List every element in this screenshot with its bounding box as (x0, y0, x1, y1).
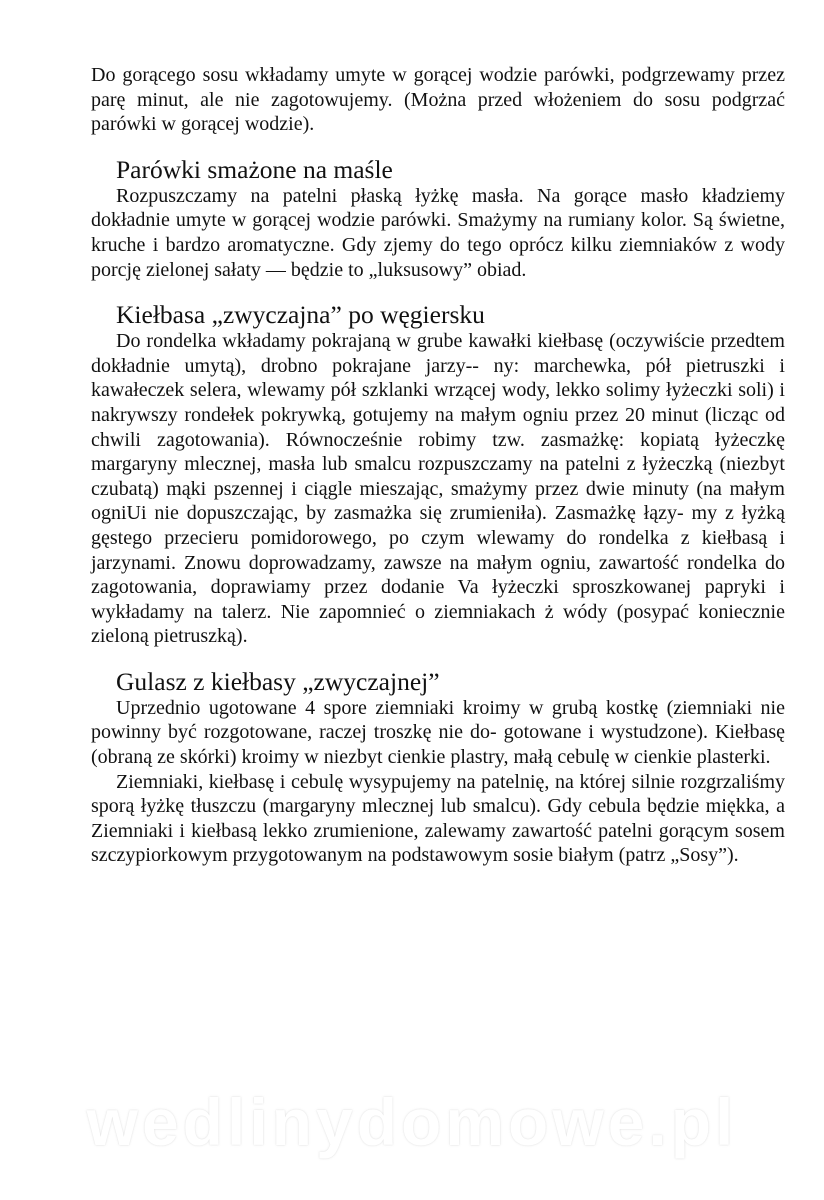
section-title: Parówki smażone na maśle (116, 154, 393, 184)
section-title: Gulasz z kiełbasy „zwyczajnej” (116, 666, 440, 696)
watermark: wedlinydomowe.pl (86, 1085, 738, 1159)
section-paragraph: Ziemniaki, kiełbasę i cebulę wysypujemy na patelnię, na której silnie rozgrzaliśmy sporą łyżkę tłuszczu (margaryny mlecznej lub smalcu). Gdy cebula będzie miękka, a Ziemniaki i kiełbasą lekko zrumienione, zalewamy zawartość patelni gorącym sosem szczypiorkowym przygotowanym na podstawowym sosie białym (patrz „Sosy”). (91, 770, 785, 867)
document-page (91, 63, 785, 868)
section-title: Kiełbasa „zwyczajna” po węgiersku (116, 300, 485, 330)
section-paragraph: Uprzednio ugotowane 4 spore ziemniaki kroimy w grubą kostkę (ziemniaki nie powinny być rozgotowane, raczej troszkę nie do- gotowane i wystudzone). Kiełbasę (obraną ze skórki) kroimy w niezbyt cienkie plastry, małą cebulę w cienkie plasterki. (91, 696, 785, 769)
section-kielbasa-po-wegiersku (91, 301, 785, 649)
section-gulasz-z-kielbasy (91, 668, 785, 868)
intro-paragraph: Do gorącego sosu wkładamy umyte w gorącej wodzie parówki, podgrzewamy przez parę minut, ale nie zagotowujemy. (Można przed włożeniem do sosu podgrzać parówki w gorącej wodzie). (91, 64, 785, 136)
section-parowki-smazone (91, 156, 785, 282)
section-paragraph: Do rondelka wkładamy pokrajaną w grube kawałki kiełbasę (oczywiście przedtem dokładnie umytą), drobno pokrajane jarzy-- ny: marchewka, pół pietruszki i kawałeczek selera, wlewamy pół szklanki wrzącej wody, lekko solimy łyżeczki soli) i nakrywszy rondełek pokrywką, gotujemy na małym ogniu przez 20 minut (licząc od chwili zagotowania). Równocześnie robimy tzw. zasmażkę: kopiatą łyżeczkę margaryny mlecznej, masła lub smalcu rozpuszczamy na patelni z łyżeczką (niezbyt czubatą) mąki pszennej i ciągle mieszając, smażymy przez dwie minuty (na małym ogniUi nie dopuszczając, by zasmażka się zrumieniła). Zasmażkę łązy- my z łyżką gęstego przecieru pomidorowego, po czym wlewamy do rondelka z kiełbasą i jarzynami. Znowu doprowadzamy, zawsze na małym ogniu, zawartość rondelka do zagotowania, doprawiamy przez dodanie Va łyżeczki sproszkowanej papryki i wykładamy na talerz. Nie zapomnieć o ziemniakach ż wódy (posypać koniecznie zieloną pietruszką). (91, 330, 785, 648)
section-paragraph: Rozpuszczamy na patelni płaską łyżkę masła. Na gorące masło kładziemy dokładnie umyte w gorącej wodzie parówki. Smażymy na rumiany kolor. Są świetne, kruche i bardzo aromatyczne. Gdy zjemy do tego oprócz kilku ziemniaków z wody porcję zielonej sałaty — będzie to „luksusowy” obiad. (91, 184, 785, 281)
